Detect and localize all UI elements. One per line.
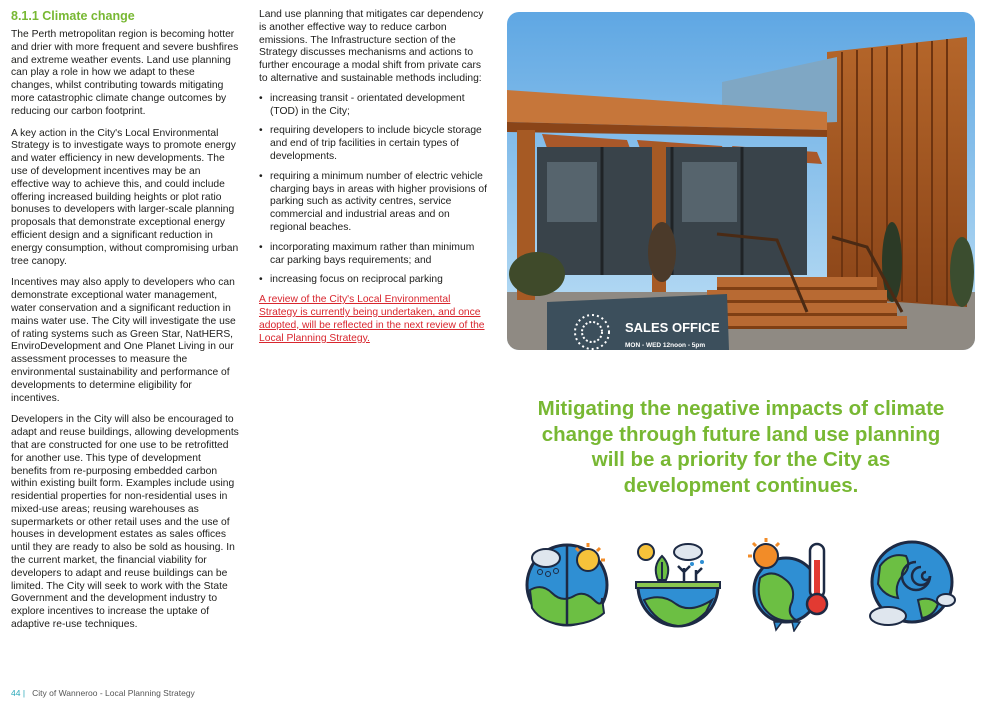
page-number: 44 | [11, 688, 26, 698]
strategy-review-link[interactable]: A review of the City's Local Environmental Strategy is currently being undertaken, and once adopted, will be reflected in the next review of the Local Planning Strategy. [259, 294, 485, 344]
document-title: City of Wanneroo - Local Planning Strategy [32, 688, 195, 698]
ecosystem-earth-icon [632, 538, 724, 630]
body-paragraph: A key action in the City's Local Environmental Strategy is to investigate ways to promote energy and water efficiency in new developments. The use of development incentives may be an effective way to achieve this, and could include offering increased building heights or plot ratio bonuses to developers with larger-scale planning proposals that demonstrate exceptional energy efficient design and a significant reduction in energy consumption, without compromising urban tree canopy. [11, 127, 239, 267]
list-item: • requiring a minimum number of electric vehicle charging bays in areas with higher provisions of parking such as activity centres, service commercial and industrial areas and on regional beaches. [259, 171, 487, 235]
page-footer [11, 688, 195, 698]
sign-hours: MON - WED 12noon - 5pm [625, 342, 706, 349]
left-column [11, 9, 239, 641]
bullet-list [259, 93, 487, 287]
list-item: • incorporating maximum rather than minimum car parking bays requirements; and [259, 242, 487, 268]
middle-column [259, 9, 487, 345]
sales-office-photo [507, 12, 975, 350]
body-paragraph: The Perth metropolitan region is becoming hotter and drier with more frequent and severe bushfires and extreme weather events. Land use planning can play a role in how we adapt to these changes, whilst contributing towards mitigating more catastrophic climate change outcomes by reducing our carbon footprint. [11, 29, 239, 117]
intro-paragraph: Land use planning that mitigates car dependency is another effective way to reduce carbon emissions. The Infrastructure section of the Strategy discusses mechanisms and actions to further encourage a modal shift from private cars to alternative and sustainable methods including: [259, 9, 484, 84]
list-item: • increasing focus on reciprocal parking [259, 274, 487, 287]
climate-icons-row [520, 538, 970, 638]
pull-quote: Mitigating the negative impacts of climate change through future land use planning will be a priority for the City as development continues. [537, 397, 945, 497]
sign-title: SALES OFFICE [625, 320, 720, 335]
list-item: • requiring developers to include bicycle storage and end of trip facilities in certain types of developments. [259, 125, 487, 163]
storm-earth-icon [864, 538, 958, 632]
section-heading: 8.1.1 Climate change [11, 9, 135, 23]
body-paragraph: Developers in the City will also be encouraged to adapt and reuse buildings, allowing developments that are constructed for one use to be retrofitted for another use. This type of development benefits from re-purposing embedded carbon within existing built form. Examples include using residential properties for non-residential uses in mixed-use areas; reusing warehouses as supermarkets or other retail uses and the use of houses in development estates as sales offices until they are ready to also be sold as housing. In the current market, the financial viability for developers to adapt and reuse buildings can be limited. The City will seek to work with the State Government and the development industry to explore incentives to increase the uptake of adaptive re-use techniques. [11, 414, 239, 631]
list-item: • increasing transit - orientated development (TOD) in the City; [259, 93, 487, 119]
body-paragraph: Incentives may also apply to developers who can demonstrate exceptional water management, water conservation and a significant reduction in mains water use. The City will investigate the use of rating systems such as Green Star, NatHERS, EnviroDevelopment and One Planet Living in our assessment processes to measure the environmental sustainability and performance of developments to determine eligibility for incentives. [11, 277, 236, 404]
weather-earth-icon [522, 538, 612, 630]
hot-earth-thermometer-icon [746, 538, 838, 632]
